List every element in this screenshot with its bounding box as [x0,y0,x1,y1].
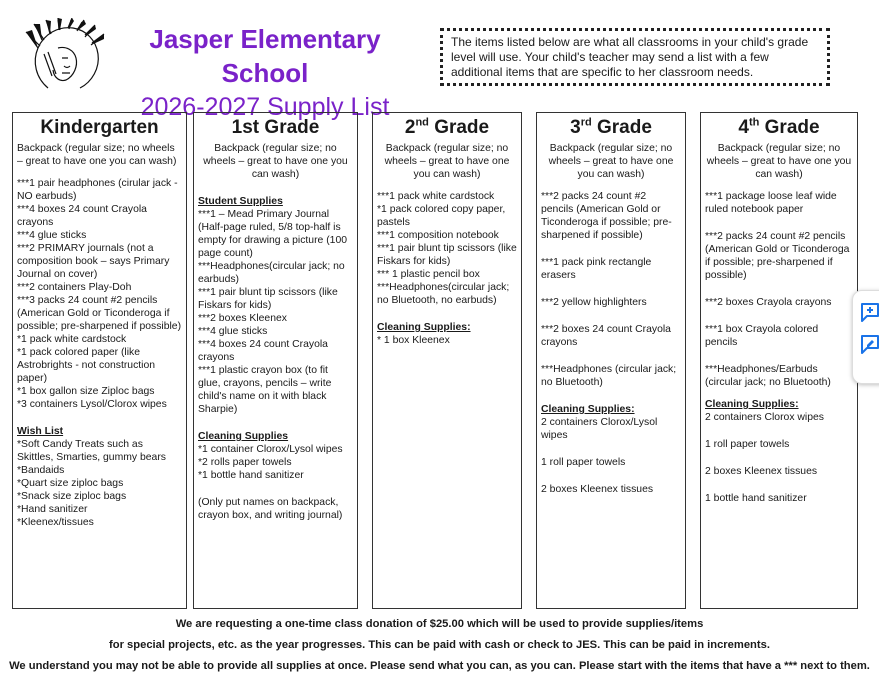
note-text: (Only put names on backpack, crayon box, and writing journal) [198,497,343,521]
list-item: ***Headphones(circular jack; no Bluetooth, no earbuds) [377,282,510,306]
wish-list [17,438,182,529]
supply-list-year: 2026-2027 Supply List [140,93,390,121]
list-item: ***2 packs 24 count #2 pencils (American Gold or Ticonderoga if possible; pre-sharpened if possible) [541,191,672,241]
list-item: *3 containers Lysol/Clorox wipes [17,399,167,410]
list-item: ***2 boxes Crayola crayons [705,297,832,308]
column-title: 3rd Grade [570,116,652,138]
list-item: ***1 – Mead Primary Journal (Half-page ruled, 5/8 top-half is empty for drawing a picture (100 page count) [198,209,348,259]
list-item: ***Headphones/Earbuds (circular jack; no Bluetooth) [705,364,831,388]
list-item: ***2 boxes 24 count Crayola crayons [541,324,671,348]
list-item: ***2 yellow highlighters [541,297,647,308]
list-item: ***2 packs 24 count #2 pencils (American Gold or Ticonderoga if possible; pre-sharpened if possible) [705,231,850,281]
column-title: 1st Grade [231,117,320,138]
list-item: *1 pack colored paper (like Astrobrights - not construction paper) [17,347,156,384]
list-item: *1 box gallon size Ziploc bags [17,386,155,397]
list-item: *Snack size ziploc bags [17,491,127,502]
list-item: 1 roll paper towels [541,457,626,468]
list-item: ***4 boxes 24 count Crayola crayons [198,339,328,363]
kindergarten-column [12,112,187,609]
school-logo-chief-head [18,18,110,94]
student-supplies-heading: Student Supplies [198,196,283,207]
item-list [377,190,517,307]
grade4-column [700,112,858,609]
donation-footer [0,614,879,677]
list-item: *Kleenex/tissues [17,517,94,528]
list-item: ***3 packs 24 count #2 pencils (American Gold or Ticonderoga if possible; pre-sharpened if possible) [17,295,182,332]
footer-line-1: We are requesting a one-time class donation of $25.00 which will be used to provide supplies/items [175,618,704,630]
list-item: 2 boxes Kleenex tissues [705,466,818,477]
list-item: ***2 containers Play-Doh [17,282,132,293]
list-item: 2 containers Clorox/Lysol wipes [541,417,658,441]
cleaning-list [198,443,353,482]
list-item: 1 bottle hand sanitizer [705,493,807,504]
school-name: Jasper Elementary School [149,24,381,88]
item-list [705,190,853,389]
list-item: *Quart size ziploc bags [17,478,124,489]
item-list [198,208,353,416]
grade2-column [372,112,522,609]
intro-text: Backpack (regular size; no wheels – great to have one you can wash) [203,143,348,180]
column-title: 4th Grade [738,116,820,138]
list-item: *1 bottle hand sanitizer [198,470,304,481]
list-item: ***2 PRIMARY journals (not a composition book – says Primary Journal on cover) [17,243,170,280]
list-item: 1 roll paper towels [705,439,790,450]
cleaning-heading: Cleaning Supplies [198,431,289,442]
intro-text: Backpack (regular size; no wheels – great to have one you can wash) [384,143,510,180]
item-list [541,190,681,389]
list-item: ***4 glue sticks [17,230,87,241]
list-item: *1 pack colored copy paper, pastels [377,204,506,228]
list-item: ***1 box Crayola colored pencils [705,324,819,348]
add-comment-icon[interactable] [859,301,879,323]
intro-text: Backpack (regular size; no wheels – great to have one you can wash) [706,143,852,180]
list-item: ***1 pair blunt tip scissors (like Fiskars for kids) [377,243,517,267]
list-item: *1 pack white cardstock [17,334,127,345]
intro-text: Backpack (regular size; no wheels – great to have one you can wash) [548,143,674,180]
footer-line-2: for special projects, etc. as the year progresses. This can be paid with cash or check to JES. This can be paid in increments. [109,639,770,651]
wish-list-heading: Wish List [17,426,64,437]
grade3-column [536,112,686,609]
cleaning-list [541,416,681,496]
list-item: ***Headphones (circular jack; no Bluetooth) [541,364,677,388]
list-item: ***1 package loose leaf wide ruled notebook paper [705,191,837,215]
list-item: *Hand sanitizer [17,504,88,515]
list-item: ***Headphones(circular jack; no earbuds) [198,261,345,285]
edit-icon[interactable] [859,333,879,355]
list-item: ***4 glue sticks [198,326,268,337]
list-item: *1 container Clorox/Lysol wipes [198,444,343,455]
list-item: *** 1 plastic pencil box [377,269,480,280]
cleaning-heading: Cleaning Supplies: [541,404,635,415]
column-title: 2nd Grade [404,116,490,138]
cleaning-list [377,334,517,347]
side-comment-toolbar [852,290,879,384]
list-item: ***1 pack white cardstock [377,191,495,202]
list-item: ***1 plastic crayon box (to fit glue, crayons, pencils – write child's name on it with black Sharpie) [198,365,332,415]
list-item: ***1 pair blunt tip scissors (like Fiskars for kids) [198,287,338,311]
footer-line-3: We understand you may not be able to provide all supplies at once. Please send what you can, as you can. Please start with the items that have a *** next to them. [9,660,870,672]
item-list [17,177,182,411]
list-item: * 1 box Kleenex [377,335,450,346]
list-item: *Soft Candy Treats such as Skittles, Smarties, gummy bears [17,439,166,463]
list-item: ***2 boxes Kleenex [198,313,287,324]
intro-text: Backpack (regular size; no wheels – great to have one you can wash) [17,143,177,167]
cleaning-list [705,411,853,505]
notice-box: The items listed below are what all classrooms in your child's grade level will use. Your child's teacher may send a list with a few additional items that are specific to her classroom needs. [440,28,830,86]
list-item: ***1 pack pink rectangle erasers [541,257,652,281]
cleaning-heading: Cleaning Supplies: [705,399,799,410]
list-item: 2 containers Clorox wipes [705,412,824,423]
list-item: *2 rolls paper towels [198,457,292,468]
page-title [105,22,425,124]
list-item: ***1 composition notebook [377,230,499,241]
column-title: Kindergarten [40,117,159,138]
list-item: *Bandaids [17,465,65,476]
list-item: ***1 pair headphones (cirular jack - NO earbuds) [17,178,178,202]
list-item: ***4 boxes 24 count Crayola crayons [17,204,147,228]
list-item: 2 boxes Kleenex tissues [541,484,654,495]
cleaning-heading: Cleaning Supplies: [377,322,471,333]
grade1-column [193,112,358,609]
